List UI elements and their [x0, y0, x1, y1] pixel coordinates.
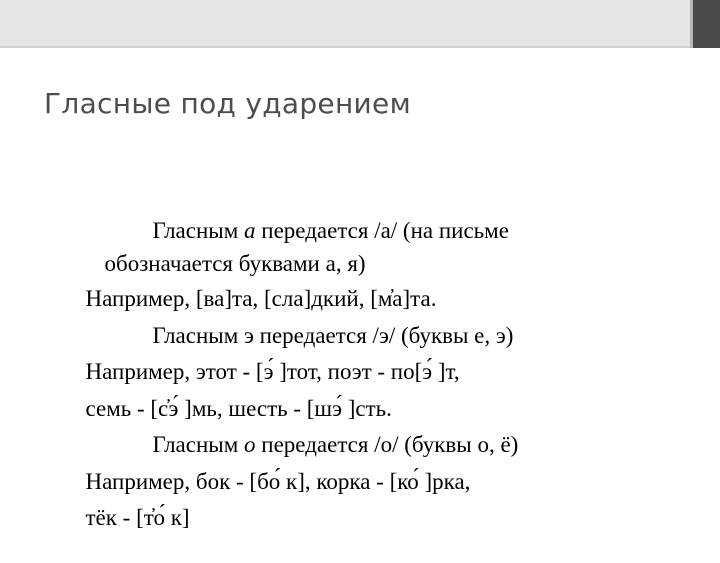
- line-1-text-a: Гласным: [152, 218, 245, 243]
- line-2-text: обозначается буквами а, я): [104, 251, 366, 276]
- line-7-text-a: Гласным: [152, 432, 245, 457]
- body-line-3: [51, 254, 437, 311]
- line-1-italic-letter: а: [244, 218, 256, 243]
- line-4-text: Гласным э передается /э/ (буквы е, э): [152, 323, 514, 348]
- line-8-text: Например, бок - [бо́ к], корка - [ко́ ]рка,: [85, 469, 471, 494]
- line-1-text-b: передается /а/ (на письме: [255, 218, 509, 243]
- body-line-2: [70, 219, 366, 276]
- line-6-text: семь - [с̓э́ ]мь, шесть - [шэ́ ]сть.: [85, 396, 392, 421]
- line-9-text: тёк - [т̓о́ к]: [85, 505, 190, 530]
- body-line-4: [118, 291, 514, 348]
- body-line-5: [51, 327, 460, 384]
- line-7-italic-letter: о: [244, 432, 256, 457]
- line-7-text-b: передается /о/ (буквы о, ё): [255, 432, 519, 457]
- body-line-1: [118, 186, 509, 243]
- body-line-6: [51, 364, 392, 421]
- body-line-8: [51, 437, 471, 494]
- body-line-9: [51, 473, 190, 530]
- body-line-7: [118, 400, 519, 457]
- line-5-text: Например, этот - [э́ ]тот, поэт - по[э́ ]т,: [85, 359, 460, 384]
- line-3-text: Например, [ва]та, [сла]дкий, [м̓а]та.: [85, 286, 437, 311]
- slide-title: Гласные под ударением: [44, 87, 412, 120]
